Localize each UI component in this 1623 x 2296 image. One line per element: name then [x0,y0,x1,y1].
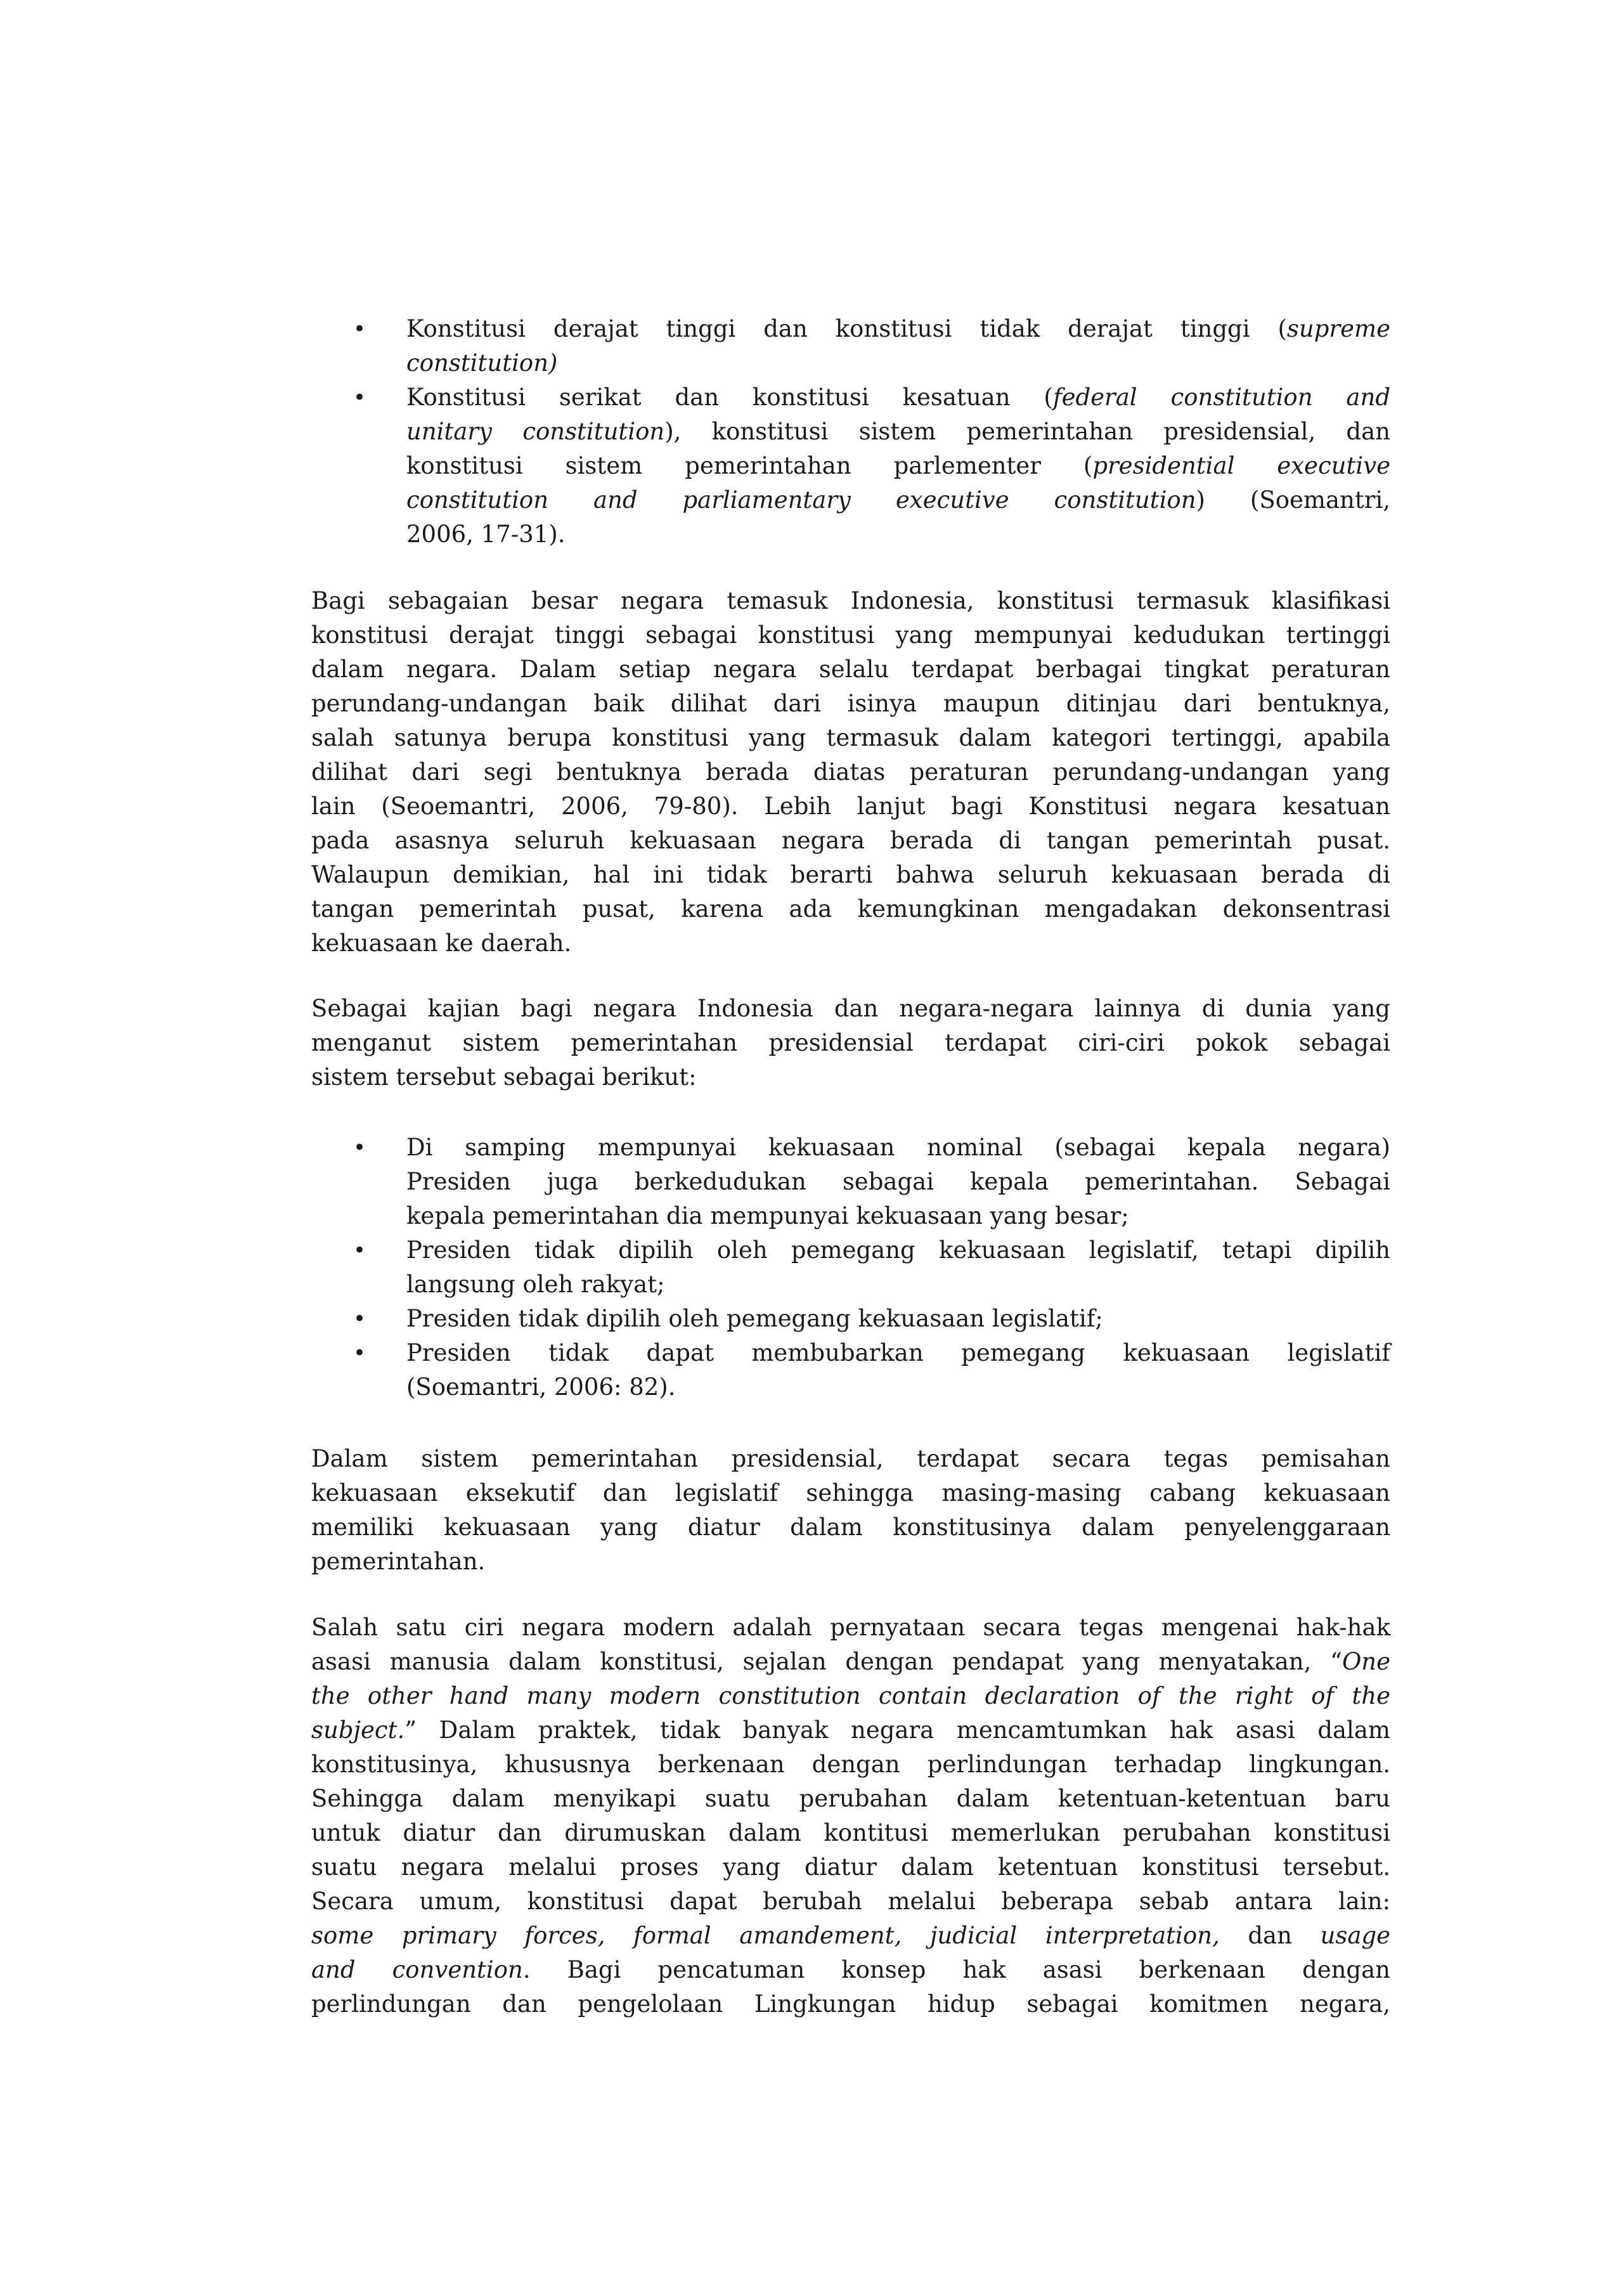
text-line [311,618,1390,652]
text-line [311,1026,1390,1060]
text-segment: konstitusi sistem pemerintahan parlementer ( [406,452,1093,479]
italic-text: presidential executive [1092,452,1390,479]
italic-text: subject. [311,1716,405,1744]
text-segment: konstitusinya, khususnya berkenaan dengan perlindungan terhadap lingkungan. [311,1751,1390,1778]
text-line [406,1370,1390,1404]
text-segment: Sehingga dalam menyikapi suatu perubahan dalam ketentuan-ketentuan baru [311,1785,1390,1812]
text-line [311,1748,1390,1782]
text-line [406,415,1390,449]
text-segment: (Soemantri, 2006: 82). [406,1373,676,1401]
text-line [311,584,1390,618]
italic-text: the other hand many modern constitution contain declaration of the right of the [311,1682,1390,1709]
text-segment: kepala pemerintahan dia mempunyai kekuasaan yang besar; [406,1202,1129,1229]
text-segment: 2006, 17-31). [406,521,566,548]
text-line [311,1060,1390,1094]
text-segment: . Bagi pencatuman konsep hak asasi berkenaan dengan [522,1956,1390,1983]
text-segment: konstitusi derajat tinggi sebagai konstitusi yang mempunyai kedudukan tertinggi [311,621,1390,649]
text-line [406,1302,1390,1336]
text-line [311,824,1390,858]
text-line [406,1233,1390,1268]
text-line [406,1268,1390,1302]
text-line [311,1884,1390,1919]
italic-text: and convention [311,1956,523,1983]
text-line [311,1816,1390,1850]
text-segment: salah satunya berupa konstitusi yang termasuk dalam kategori tertinggi, apabila [311,724,1390,751]
bullet-list-item [311,1302,1390,1336]
text-segment: memiliki kekuasaan yang diatur dalam konstitusinya dalam penyelenggaraan [311,1514,1390,1541]
text-line [311,1611,1390,1645]
text-segment: menganut sistem pemerintahan presidensial terdapat ciri-ciri pokok sebagai [311,1029,1390,1056]
italic-text: constitution) [406,349,558,377]
text-segment: sistem tersebut sebagai berikut: [311,1063,697,1091]
text-segment: Presiden tidak dipilih oleh pemegang kekuasaan legislatif; [406,1305,1103,1332]
text-segment: Sebagai kajian bagi negara Indonesia dan negara-negara lainnya di dunia yang [311,995,1390,1022]
text-line [311,1987,1390,2021]
italic-text: unitary constitution [406,418,665,445]
text-segment: langsung oleh rakyat; [406,1271,665,1298]
text-line [311,1545,1390,1579]
text-segment: suatu negara melalui proses yang diatur dalam ketentuan konstitusi tersebut. [311,1853,1390,1881]
text-segment: kekuasaan ke daerah. [311,930,572,957]
text-line [311,858,1390,892]
text-line [311,1476,1390,1510]
text-segment: lain (Seoemantri, 2006, 79-80). Lebih lanjut bagi Konstitusi negara kesatuan [311,793,1390,820]
text-line [406,517,1390,552]
text-segment: perundang-undangan baik dilihat dari isinya maupun ditinjau dari bentuknya, [311,690,1390,717]
bullet-list-item [311,312,1390,380]
text-segment: Presiden tidak dipilih oleh pemegang kekuasaan legislatif, tetapi dipilih [406,1236,1390,1264]
bullet-icon: • [353,1306,366,1332]
text-segment: Konstitusi derajat tinggi dan konstitusi tidak derajat tinggi ( [406,315,1287,342]
text-line [311,755,1390,789]
text-line [311,1713,1390,1748]
text-line [311,652,1390,687]
bullet-icon: • [353,1238,366,1263]
italic-text: federal constitution and [1052,384,1391,411]
text-line [311,789,1390,824]
text-segment: Walaupun demikian, hal ini tidak berarti bahwa seluruh kekuasaan berada di [311,861,1390,888]
text-segment: untuk diatur dan dirumuskan dalam kontitusi memerlukan perubahan konstitusi [311,1819,1390,1846]
italic-text: constitution and parliamentary executive constitution [406,486,1196,514]
text-line [406,312,1390,346]
text-line [311,1679,1390,1713]
text-line [311,1442,1390,1476]
text-line [406,1199,1390,1233]
italic-text: One [1342,1648,1390,1675]
text-line [311,721,1390,755]
text-segment: Konstitusi serikat dan konstitusi kesatuan ( [406,384,1053,411]
text-segment: ) (Soemantri, [1196,486,1390,514]
text-segment: Salah satu ciri negara modern adalah pernyataan secara tegas mengenai hak-hak [311,1614,1390,1641]
text-line [311,1782,1390,1816]
bullet-list-item [311,1336,1390,1404]
bullet-icon: • [353,385,366,410]
text-line [406,483,1390,517]
bullet-list-item [311,1233,1390,1302]
italic-text: supreme [1286,315,1390,342]
text-segment: dalam negara. Dalam setiap negara selalu terdapat berbagai tingkat peraturan [311,656,1390,683]
text-line [311,892,1390,926]
text-line [311,1953,1390,1987]
text-segment: Bagi sebagaian besar negara temasuk Indonesia, konstitusi termasuk klasifikasi [311,587,1390,614]
bullet-icon: • [353,1135,366,1160]
text-line [406,346,1390,380]
text-segment: pemerintahan. [311,1548,486,1575]
text-line [406,1336,1390,1370]
bullet-icon: • [353,1340,366,1366]
bullet-icon: • [353,316,366,342]
text-line [311,992,1390,1026]
text-segment: Dalam sistem pemerintahan presidensial, terdapat secara tegas pemisahan [311,1445,1390,1472]
text-segment: tangan pemerintah pusat, karena ada kemungkinan mengadakan dekonsentrasi [311,895,1390,923]
text-line [311,1645,1390,1679]
text-line [406,380,1390,415]
italic-text: some primary forces, formal amandement, judicial interpretation, [311,1922,1220,1949]
text-segment: ), konstitusi sistem pemerintahan presidensial, dan [664,418,1390,445]
paragraph [311,584,1390,961]
text-line [406,449,1390,483]
text-segment: pada asasnya seluruh kekuasaan negara berada di tangan pemerintah pusat. [311,827,1390,854]
text-segment: Presiden juga berkedudukan sebagai kepala pemerintahan. Sebagai [406,1168,1390,1195]
text-line [406,1131,1390,1165]
text-line [311,1919,1390,1953]
text-line [311,926,1390,961]
text-line [311,1510,1390,1545]
bullet-list-item [311,1131,1390,1233]
paragraph [311,1442,1390,1579]
text-segment: dilihat dari segi bentuknya berada diatas peraturan perundang-undangan yang [311,758,1390,786]
text-line [311,687,1390,721]
bullet-list-item [311,380,1390,552]
text-segment: Secara umum, konstitusi dapat berubah melalui beberapa sebab antara lain: [311,1888,1390,1915]
text-line [311,1850,1390,1884]
text-segment: Presiden tidak dapat membubarkan pemegang kekuasaan legislatif [406,1339,1390,1366]
paragraph [311,1611,1390,2021]
text-segment: ” Dalam praktek, tidak banyak negara mencamtumkan hak asasi dalam [404,1716,1390,1744]
text-line [406,1165,1390,1199]
text-segment: Di samping mempunyai kekuasaan nominal (sebagai kepala negara) [406,1134,1390,1161]
text-segment: perlindungan dan pengelolaan Lingkungan hidup sebagai komitmen negara, [311,1990,1390,2018]
text-segment: dan [1219,1922,1321,1949]
paragraph [311,992,1390,1094]
text-segment: kekuasaan eksekutif dan legislatif sehingga masing-masing cabang kekuasaan [311,1479,1390,1507]
text-segment: asasi manusia dalam konstitusi, sejalan dengan pendapat yang menyatakan, “ [311,1648,1342,1675]
italic-text: usage [1320,1922,1390,1949]
